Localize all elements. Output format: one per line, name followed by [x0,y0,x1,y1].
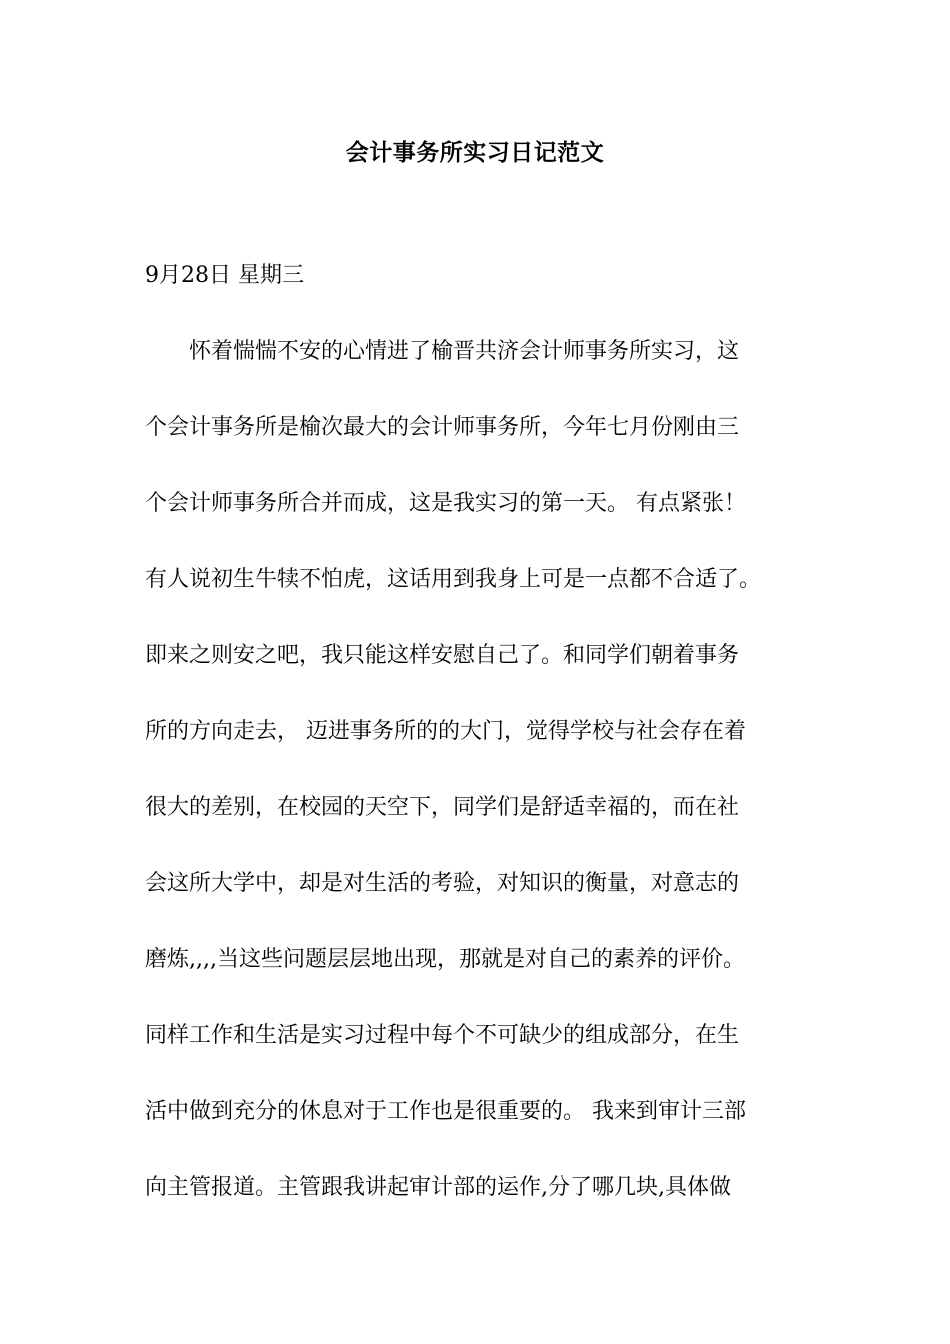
body-line-3: 个会计师事务所合并而成，这是我实习的第一天。 有点紧张！ [145,491,746,516]
body-line-11: 活中做到充分的休息对于工作也是很重要的。 我来到审计三部 [145,1099,746,1124]
body-line-10: 同样工作和生活是实习过程中每个不可缺少的组成部分，在生 [145,1023,740,1048]
document-title: 会计事务所实习日记范文 [345,139,605,166]
body-line-12: 向主管报道。主管跟我讲起审计部的运作,分了哪几块,具体做 [145,1175,731,1200]
body-line-5: 即来之则安之吧，我只能这样安慰自己了。和同学们朝着事务 [145,643,740,668]
body-line-4: 有人说初生牛犊不怕虎，这话用到我身上可是一点都不合适了。 [145,567,762,592]
body-line-2: 个会计事务所是榆次最大的会计师事务所，今年七月份刚由三 [145,415,740,440]
body-line-7: 很大的差别，在校园的天空下，同学们是舒适幸福的，而在社 [145,795,740,820]
body-line-9: 磨炼,,,,当这些问题层层地出现，那就是对自己的素养的评价。 [145,947,745,972]
date-line: 9月28日 星期三 [145,263,304,288]
body-line-8: 会这所大学中，却是对生活的考验，对知识的衡量，对意志的 [145,871,740,896]
body-line-6: 所的方向走去， 迈进事务所的的大门，觉得学校与社会存在着 [145,719,746,744]
body-line-1: 怀着惴惴不安的心情进了榆晋共济会计师事务所实习，这 [145,339,740,364]
